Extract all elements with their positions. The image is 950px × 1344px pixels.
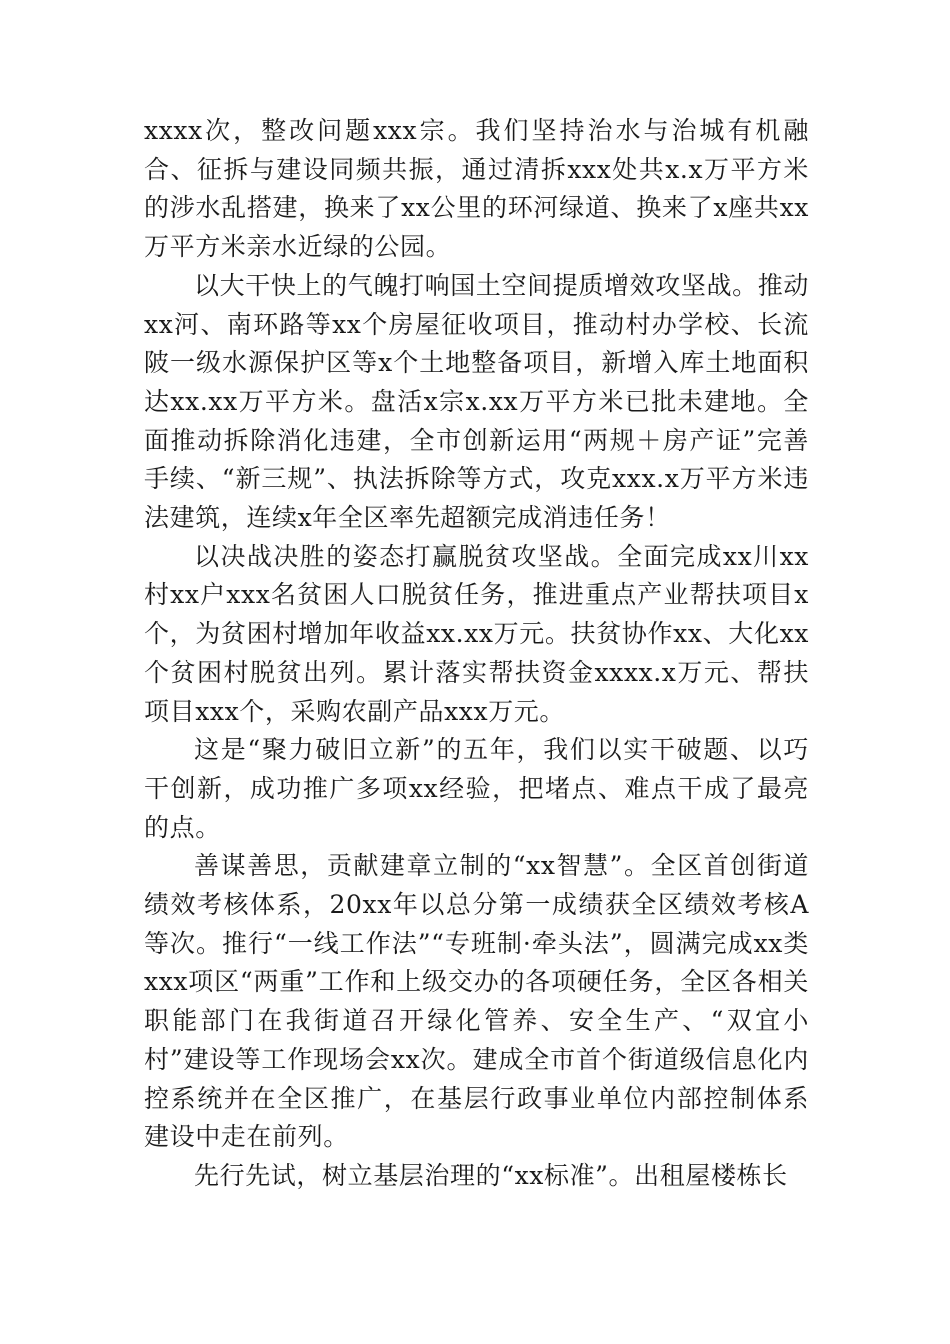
paragraph-continuation: xxxx次，整改问题xxx宗。我们坚持治水与治城有机融合、征拆与建设同频共振，通过清拆xxx处共x.x万平方米的涉水乱搭建，换来了xx公里的环河绿道、换来了x座共xx万平方米亲水近绿的公园。	[144, 116, 809, 262]
paragraph-poverty-alleviation: 以决战决胜的姿态打赢脱贫攻坚战。全面完成xx川xx村xx户xxx名贫困人口脱贫任务，推进重点产业帮扶项目x个，为贫困村增加年收益xx.xx万元。扶贫协作xx、大化xx个贫困村脱贫出列。累计落实帮扶资金xxxx.x万元、帮扶项目xxx个，采购农副产品xxx万元。	[144, 541, 809, 726]
paragraph-wisdom: 善谋善思，贡献建章立制的“xx智慧”。全区首创街道绩效考核体系，20xx年以总分第一成绩获全区绩效考核A等次。推行“一线工作法”“专班制·牵头法”，圆满完成xx类xxx项区“两重”工作和上级交办的各项硬任务，全区各相关职能部门在我街道召开绿化管养、安全生产、“双宜小村”建设等工作现场会xx次。建成全市首个街道级信息化内控系统并在全区推广，在基层行政事业单位内部控制体系建设中走在前列。	[144, 851, 809, 1152]
document-body	[144, 112, 809, 1196]
paragraph-five-years: 这是“聚力破旧立新”的五年，我们以实干破题、以巧干创新，成功推广多项xx经验，把堵点、难点干成了最亮的点。	[144, 735, 809, 842]
paragraph-standard: 先行先试，树立基层治理的“xx标准”。出租屋楼栋长	[194, 1160, 788, 1190]
paragraph-land-space: 以大干快上的气魄打响国土空间提质增效攻坚战。推动xx河、南环路等xx个房屋征收项目，推动村办学校、长流陂一级水源保护区等x个土地整备项目，新增入库土地面积达xx.xx万平方米。盘活x宗x.xx万平方米已批未建地。全面推动拆除消化违建，全市创新运用“两规＋房产证”完善手续、“新三规”、执法拆除等方式，攻克xxx.x万平方米违法建筑，连续x年全区率先超额完成消违任务！	[144, 270, 809, 533]
